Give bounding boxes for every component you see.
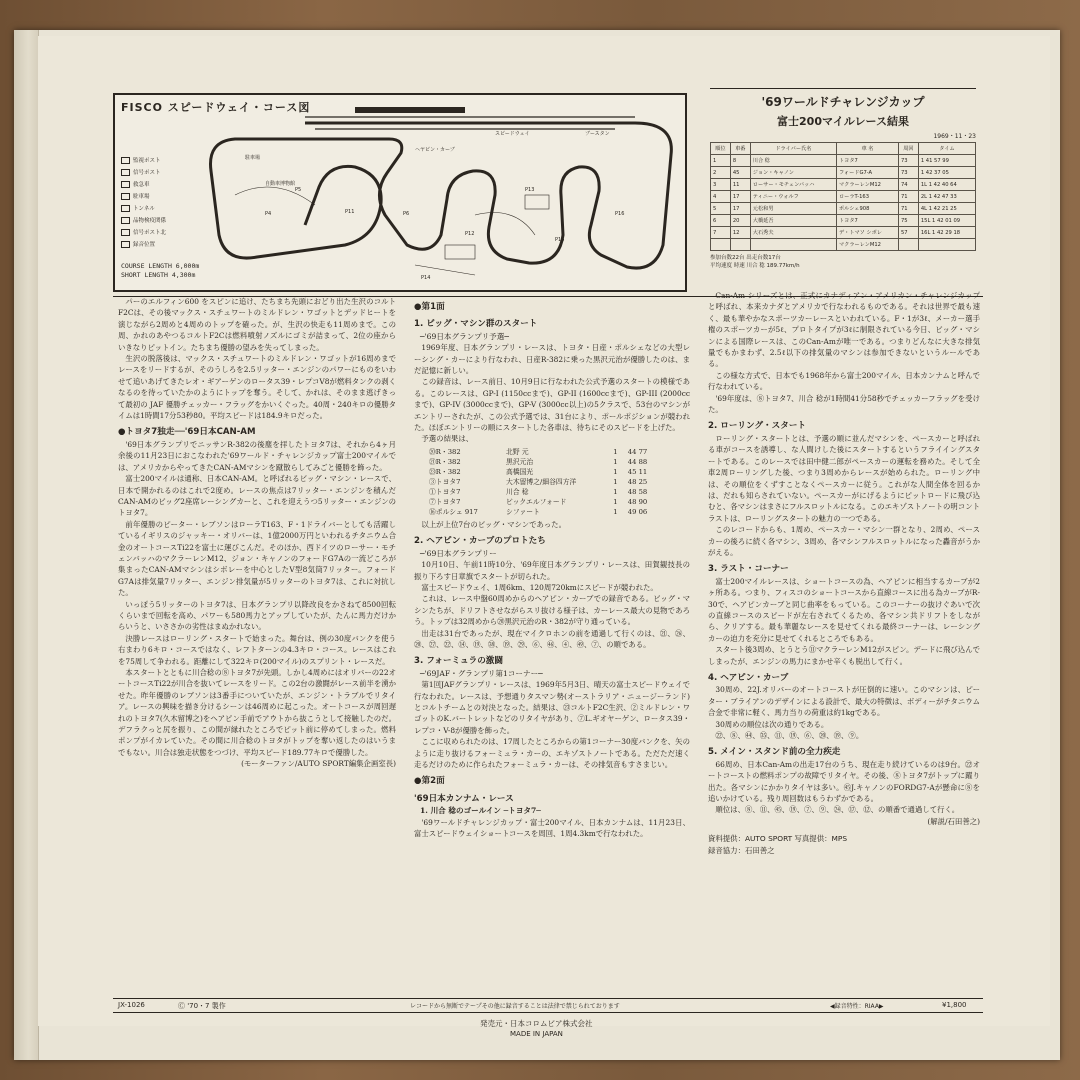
paragraph: ㉒、⑧、㊹、㉟、⑪、⑲、⑥、⑳、⑲、⑨。 (715, 731, 864, 741)
results-date: 1969・11・23 (933, 133, 976, 140)
map-label-p16: P16 (615, 211, 625, 217)
paragraph: 決勝レースはローリング・スタートで始まった。舞台は、例の30度バンクを使う右まわり6キロ・コースではなく、レフトターンの4.3キロ・コース。レースはこれを75周して争われる。距離にして322キロ(200マイル)のスプリント・レースだ。 (118, 633, 396, 666)
short-length: SHORT LENGTH 4,300m (121, 271, 196, 279)
source-credit: 資料提供：AUTO SPORT 写真提供：MPS (708, 834, 848, 844)
map-legend (121, 155, 166, 251)
table-row: 3 11 ローサー・モチェンバッハ マクラーレンM12 74 1L 1 42 40 64 (711, 179, 976, 191)
paragraph: 1969年度、日本グランプリ・レースは、トヨタ・日産・ポルシェなどの大型レーシング・カーにより行なわれ、日産R-382に乗った黒沢元治が優勝したのは、まだ記憶に新しい。 (414, 343, 690, 376)
course-map (113, 93, 687, 292)
map-label-p13: P13 (525, 187, 535, 193)
results-title: '69ワールドチャレンジカップ (710, 88, 976, 110)
paragraph: 富士200マイルレースは、ショートコースの為、ヘアピンに相当するカーブが2ヶ所ある。つまり、フィスコのショートコースから直線コースに出る為カーブがR-30で、ヘアピンカーブと同じ曲率をもっている。このコーナーの抜けぐあいで次の直線コースのスピードが左右されてくるため、各マシン共ドリフトをしながら、クリアする。最も華麗なレースを見せてくれる最終コーナーは、レーシングカーの迫力を充分に見せてくれるところでもある。 (708, 576, 980, 643)
table-row: ㉑R・382 黒沢元治 1 44 88 (429, 457, 648, 466)
paragraph: 10月10日、午前11時10分、'69年度日本グランプリ・レースは、田賀観技長の振り下ろす日章旗でスタートが切られた。 (414, 560, 690, 581)
table-row: ③トヨタ7 大木留博之/細谷四方洋 1 48 25 (429, 477, 648, 486)
legend-item: 信号ポスト (121, 167, 166, 179)
price: ¥1,800 (942, 1001, 967, 1009)
table-row: 2 45 ジョン・キャノン フォードG7-A 73 1 42 37 05 (711, 167, 976, 179)
table-row: マクラーレンM12 (711, 239, 976, 251)
jacket-spine (14, 30, 39, 1060)
table-row: ㉓R・382 高橋国光 1 45 11 (429, 467, 648, 476)
legend-item: 信号ポスト北 (121, 227, 166, 239)
paragraph: この様な方式で、日本でも1968年から富士200マイル、日本カンナムと呼んで行なわれている。 (708, 370, 980, 392)
paragraph: '69年度は、⑧トヨタ7、川合 稔が1時間41分58秒でチェッカーフラッグを受けた。 (708, 393, 980, 415)
map-label-parking: 駐車場 (245, 155, 261, 161)
paragraph: ローリング・スタートとは、予選の順に並んだマシンを、ペースカーと呼ばれる車がコースを誘導し、な人間けした後にスタートするというフライイングスタートである。このレースでは田中健二郎がペースカーの運転を務めた。そして全車2周ローリングした後、つまり3周めからレースが始められた。ローリング中は、その順位をくずすことなくペースカーに従う。これがな人間全体を回るかは、だれも知らされていない。ペースカーがにげるようにピットロードに飛び込むと、各マシンはまさにフルスロットルになる。このエキゾストノートの明コントラストは、ローリングスタートの魅力の一つである。 (708, 433, 980, 523)
copyright: Ⓒ '70・7 製作 (178, 1002, 226, 1010)
paragraph: 順位は、⑧、⑪、㊺、⑲、⑦、⑨、㉔、⑰、⑫、の順番で通過して行く。 (715, 805, 960, 815)
results-subtitle: 富士200マイルレース結果 (777, 115, 909, 128)
map-title: FISCO スピードウェイ・コース図 (121, 101, 311, 114)
paragraph: 富士200マイルは通称、日本CAN-AM。と呼ばれるビッグ・マシン・レースで、日本で開かれるのはこれで2度め。レースの焦点は7リッター・エンジンを積んだCAN-AMのビッグ2座席レーシングカーと、これを迎えうつ5リッター・エンジンのトヨタ7。 (118, 474, 396, 518)
table-row: 6 20 大橋延吾 トヨタ7 75 15L 1 42 01 09 (711, 215, 976, 227)
legend-item: トンネル (121, 203, 166, 215)
table-row: ⑯ポルシェ 917 シファート 1 49 06 (429, 507, 648, 516)
track-heading: 4. ヘアピン・カーブ (708, 673, 789, 683)
paragraph: このレコードからも、1周め、ペースカー・マシン一群となり、2周め、ペースカーの後ろに続く各マシン、3周め、各マシンフルスロットルになった轟音がうかがえる。 (708, 525, 980, 557)
header-cell: 周回 (898, 143, 918, 155)
map-label-museum: 自動車博物館 (265, 181, 296, 187)
bottom-divider (113, 998, 983, 999)
track-heading: 1. ビッグ・マシン群のスタート (414, 319, 538, 330)
paragraph: 予選の結果は、 (421, 434, 474, 444)
credit: (解説/石田善之) (927, 816, 980, 826)
map-label-p14: P14 (421, 275, 431, 281)
map-label-p4: P4 (265, 211, 272, 217)
paragraph: 第1回JAFグランプリ・レースは、1969年5月3日、晴天の富士スピードウェイで行なわれた。レースは、予想通りタスマン勢(オーストラリア・ニュージーランド)とコルトチームとの対決となった。結果は、㉓コルトF2C生沢、②ミルドレン・ワゴットのK.バートレットなどのリタイヤがあり、⑦L.ギオヤーゲン、ロータス39・レプコ・V-8が優勝を飾った。 (414, 680, 690, 735)
recording-credit: 録音協力：石田善之 (708, 845, 775, 855)
race-results (710, 88, 976, 270)
header-cell: 車 名 (836, 143, 898, 155)
paragraph: 以上が上位7台のビッグ・マシンであった。 (421, 519, 566, 529)
paragraph: 富士スピードウェイ、1周6km、120周720kmにスピードが競われた。 (421, 582, 658, 592)
paragraph: Can-Am シリーズとは、正式にカナディアン・アメリカン・チャレンジカップと呼ばれ、本来カナダとアメリカで行なわれるものである。それは世界で最も速く、最も華やかなスポーツカーレースといわれている。F・1が3ℓ、メーカー選手権のスポーツカーが5ℓ、プロトタイプが3ℓに制限されている今日、ビッグ・マシンによる国際レースは、このCan-Amが唯一である。つまりどんなに大きな排気量でもかまわず、2.5ℓ以下の排気量のマシンは参加できないというルールである。 (708, 291, 980, 369)
table-row: 5 17 元松和男 ポルシェ908 71 4L 1 42 21 25 (711, 203, 976, 215)
paragraph: 出走は31台であったが、現在マイクロホンの前を通過して行くのは、㉑、㉖、⑳、㉗、㉒、⑭、⑲、㊳、⑲、㉙、⑥、㊻、④、㊾、⑦、の順である。 (414, 628, 690, 649)
map-label-speedway: スピードウェイ (495, 131, 530, 137)
track-subtitle: 1. 川合 稔のゴールイン ─トヨタ7─ (420, 806, 541, 816)
track-heading: '69日本カンナム・レース (414, 793, 514, 804)
track-heading: 5. メイン・スタンド前の全力疾走 (708, 747, 841, 758)
legend-item: 品物検疫関係 (121, 215, 166, 227)
paragraph: この録音は、レース前日、10月9日に行なわれた公式予選のスタートの模様である。このレースは、GP-I (1150ccまで)、GP-II (1600ccまで)、GP-III (2000ccまで)、GP-IV (3000ccまで)、GP-V (3000cc以上)の5クラスで、53台のマシンがエントリーされたが、この公式予選では、31台により、ポールポジションが競われた。ほぼエントリーの順にスタートした各車は、待ちにそのスピードを上げた。 (414, 377, 690, 433)
paragraph: '69ワールドチャレンジカップ・富士200マイル、日本カンナムは、11月23日、富士スピードウェイショートコースを周回、1周4.3kmで行なわれた。 (414, 817, 690, 839)
copy-notice: レコードから無断でテープその他に録音することは法律で禁じられております (410, 1003, 620, 1010)
column-3 (708, 290, 980, 856)
legend-item: 駐車場 (121, 191, 166, 203)
qualifying-table (426, 447, 661, 517)
map-label-hairpin: ヘヤピン・カーブ (415, 147, 455, 153)
table-row: ⑦トヨタ7 ビックエルフォード 1 48 90 (429, 497, 648, 506)
header-cell: タイム (918, 143, 975, 155)
table-row: 7 12 大石秀夫 デ・トマソ シボレ 57 16L 1 42 29 18 (711, 227, 976, 239)
header-cell: 順位 (711, 143, 731, 155)
table-row: ①トヨタ7 川合 稔 1 48 58 (429, 487, 648, 496)
bottom-divider (113, 1012, 983, 1013)
header-cell: ドライバー氏名 (750, 143, 836, 155)
map-label-p15: P15 (555, 237, 565, 243)
legend-item: 救急車 (121, 179, 166, 191)
paragraph: 30周め、22J.オリバーのオートコーストが圧倒的に速い。このマシンは、ピーター・ブライアンのデザインによる設計で、最大の特徴は、ボディーがチタニウム合金で非常に軽く、馬力当りの荷重は約1kgである。 (708, 685, 980, 718)
paragraph: 生沢の脱落後は、マックス・スチュワートのミルドレン・ワゴットが16周めまでレースをリードするが、そのうしろを2.5リッター・エンジンのパワーにものをいわせて追いあげてきたレオ・ギアーゲンのロータス39・レプコV8が燃料タンクの剥くなるのを待っていたかのようにトップを奪う。そして、かれは、そのまま逃げきって最初の JAF 優勝チェッカー・フラッグをかいくぐった。40周・240キロの優勝タイムは1時間17分53秒80。平均スピードは184.9キロだった。 (118, 354, 396, 421)
side-heading: ●第2面 (414, 776, 445, 787)
legend-item: 監視ポスト (121, 155, 166, 167)
table-row: ⑳R・382 北野 元 1 44 77 (429, 447, 648, 456)
course-map-drawing (115, 95, 685, 290)
paragraph: 30周めの順位は次の通りである。 (715, 719, 829, 729)
paragraph: これは、レース中盤60周めからのヘアピン・カーブでの録音である。ビッグ・マシンたちが、ドリフトさせながらスリ抜ける様子は、カーレース最大の見物であろう。トップは32周めから⑳黒沢元治のR・382が守り通っている。 (414, 594, 690, 627)
map-label-p12: P12 (465, 231, 475, 237)
paragraph: パーのエルフィン600 をスピンに追け、たちまち先頭におどり出た生沢のコルトF2Cは、その後マックス・スチュワートのミルドレン・ワゴットとデッドヒートを演じながら2周めと4周めのトップを確った。が、生沢の快走も11周めまで。この周、かれのあやつるコルトF2Cは燃料噴射ノズルにゴミが詰まって、2位の座からいきなりピットイン。たちまち優勝の望みを失ってしまった。 (118, 297, 396, 352)
course-length: COURSE LENGTH 6,000m (121, 262, 200, 270)
track-subtitle: ─'69日本グランプリ予選─ (420, 331, 509, 341)
track-heading: 3. ラスト・コーナー (708, 564, 789, 575)
results-table (710, 142, 976, 251)
paragraph: いっぽう5リッターのトヨタ7は、日本グランプリ以降改良をかさねて8500回転くらいまで回転を高め、パワーも580馬力とアップしていたが、たんに馬力だけからいうと、いささかの劣性はまぬかれない。 (118, 599, 396, 632)
catalog-number: JX-1026 (118, 1001, 145, 1009)
section-heading: ●トヨタ7独走──'69日本CAN-AM (118, 427, 256, 438)
table-row: 1 8 川合 稔 トヨタ7 73 1 41 57 99 (711, 155, 976, 167)
table-row: 4 17 ティニー・ウォルフ ローラT-163 71 2L 1 42 47 33 (711, 191, 976, 203)
header-cell: 車番 (730, 143, 750, 155)
paragraph: スタート後3周め、とうとう⑪マクラーレンM12がスピン。デードに飛び込んでしまったが、エンジンの馬力にまかせ辛くも脱出して行く。 (708, 645, 980, 666)
track-heading: 2. ローリング・スタート (708, 421, 807, 432)
side-heading: ●第1面 (414, 302, 445, 312)
riaa-label: ◀録音特性：RIAA▶ (830, 1003, 884, 1010)
credit: (モーターファン/AUTO SPORT編集企画室長) (241, 759, 396, 769)
paragraph: 前年優勝のピーター・レブソンはローラT163、F・1ドライバーとしても活躍しているイギリスのジャッキー・オリバーは、1億2000万円といわれるチタニウム合金のオートコースTi22を富士に運びこんだ。そのほか、西ドイツのローサー・モチェンバッハのマクラーレンM12、ジョン・キャノンのフォードG7Aの一流どころが集まったCAN-AMマシンはシボレーを中心としたV型8気筒7リッター。フォードG7Aは排気量7リッター、エンジン排気量が5リッターのトヨタ7は、これに対抗した。 (118, 519, 396, 598)
paragraph: 本スタートとともに川合稔の⑧トヨタ7が先頭。しかし4周めにはオリバーの22オートコースTi22が川合を抜いてレースをリード。この2台の激闘がレース前半を湧かせた。昨年優勝のレブソンは3番手についていたが、エンジン・トラブルでリタイア。レースの興味を描き分けるシーンは46周めに起こった。オートコースが周回遅れのトヨタ7(久木留博之)をヘアピン手前でアウトから抜こうとして接触したのだ。デフラクっと尻を振り、この間が縁れたところでピット前に停めてしまった。燃料ポンプがイカレていた。その間に川合稔のトヨタがトップを奪い返したのはいうまでもない。川合は独走状態をつづけ、平均スピード189.77キロで優勝した。 (118, 668, 397, 757)
paragraph: '69日本グランプリでニッサンR-382の後塵を拝したトヨタ7は、それから4ヶ月余後の11月23日におこなわれた'69ワールド・チャレンジカップ富士200マイルでは、アメリカからやってきたCAN-AMマシンを蹴散らしてみごと優勝を飾った。 (118, 439, 396, 472)
legend-item: 録音位置 (121, 239, 166, 251)
publisher: 発売元・日本コロムビア株式会社 (480, 1019, 593, 1028)
made-in-japan: MADE IN JAPAN (510, 1030, 563, 1038)
table-header-row (711, 143, 976, 155)
course-lengths (121, 262, 199, 280)
map-label-p5: P5 (295, 187, 302, 193)
track-subtitle: ─'69日本グランプリー (420, 548, 497, 558)
track-heading: 2. ヘアピン・カーブのプロトたち (414, 536, 546, 547)
paragraph: ここに収められたのは、17周したところからの第1コーナー30度バンクを、矢のように走り抜けるフォーミュラ・カーの、エキゾストノートである。ただただ速く走るだけのために作られたフォーミュラ・カーは、その排気音もすさまじい。 (414, 737, 690, 769)
column-1 (118, 296, 396, 770)
map-label-p11: P11 (345, 209, 355, 215)
paragraph: 66周め、日本Can-Amの出走17台のうち、現在走り続けているのは9台。㉒オートコーストの燃料ポンプの故障でリタイヤ。その後、⑧トヨタ7がトップに躍り出た。各マシンにかかりタイヤは多い。㊺J.キャノンのFORDG7-Aが懸命に⑧を追いかけている。残り周回数はもうわずかである。 (708, 759, 980, 804)
track-heading: 3. フォーミュラの激闘 (414, 656, 503, 667)
track-subtitle: ─'69JAF・グランプリ第1コーナー─ (420, 668, 543, 678)
column-2 (414, 296, 690, 839)
map-label-p6: P6 (403, 211, 410, 217)
results-footnote: 参加台数22台 出走台数17台 平均速度 時速 川合 稔 189.77km/h (710, 255, 800, 269)
map-label-boostan: ブースタン (585, 131, 610, 137)
